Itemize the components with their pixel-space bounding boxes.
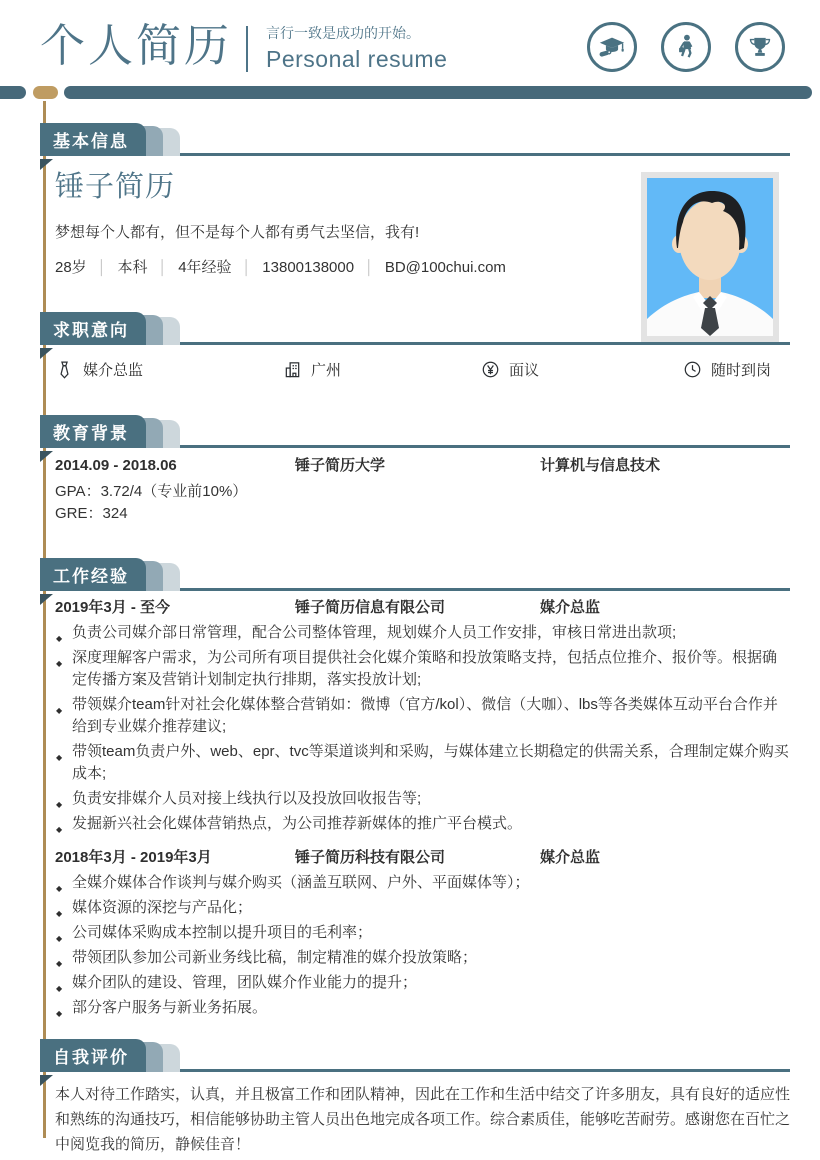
trophy-icon xyxy=(735,22,785,72)
intent-label: 广州 xyxy=(311,361,342,379)
section-title-tab: 工作经验 xyxy=(40,558,146,591)
intent-label: 面议 xyxy=(509,361,540,379)
profile-photo xyxy=(641,172,779,342)
education-major: 计算机与信息技术 xyxy=(540,457,661,474)
tie-icon xyxy=(55,360,74,379)
job-bullet-list xyxy=(55,622,790,835)
section-header xyxy=(40,123,790,156)
job-header-row xyxy=(55,848,790,868)
person-name: 锤子简历 xyxy=(55,171,176,203)
salary-icon xyxy=(481,360,500,379)
graduation-cap-icon xyxy=(587,22,637,72)
tab-fold xyxy=(40,348,53,359)
building-icon xyxy=(283,360,302,379)
job-bullet-list xyxy=(55,872,790,1019)
education-gpa: GPA：3.72/4（专业前10%） xyxy=(55,483,248,500)
section-title-tab: 自我评价 xyxy=(40,1039,146,1072)
meta-degree: │ 本科 xyxy=(87,257,148,278)
header-icon-group xyxy=(587,20,785,72)
businessman-icon xyxy=(661,22,711,72)
job-bullet: ◆ 发掘新兴社会化媒体营销热点，为公司推荐新媒体的推广平台模式。 xyxy=(55,813,790,835)
education-period: 2014.09 - 2018.06 xyxy=(55,457,177,474)
section-title-tab: 求职意向 xyxy=(40,312,146,345)
bar-segment-teal-small xyxy=(0,86,26,99)
meta-email: │ BD@100chui.com xyxy=(354,257,506,278)
intent-row xyxy=(55,357,790,381)
decorative-bar xyxy=(0,86,820,99)
job-bullet: ◆ 部分客户服务与新业务拓展。 xyxy=(55,997,790,1019)
education-gre: GRE：324 xyxy=(55,505,128,522)
section-title-tab: 教育背景 xyxy=(40,415,146,448)
job-bullet: ◆ 带领team负责户外、web、epr、tvc等渠道谈判和采购，与媒体建立长期稳定的供需关系，合理制定媒介购买成本; xyxy=(55,741,790,785)
job-bullet: ◆ 负责公司媒介部日常管理，配合公司整体管理，规划媒介人员工作安排，审核日常进出款项; xyxy=(55,622,790,644)
subtitle-text: Personal resume xyxy=(266,46,448,72)
tab-fold xyxy=(40,451,53,462)
education-row xyxy=(55,456,790,476)
job-period: 2019年3月 - 至今 xyxy=(55,599,171,616)
job-bullet: ◆ 媒体资源的深挖与产品化； xyxy=(55,897,790,919)
clock-icon xyxy=(683,360,702,379)
meta-experience: │ 4年经验 xyxy=(147,257,231,278)
bar-segment-teal-long xyxy=(64,86,812,99)
section-education xyxy=(40,415,790,524)
meta-age: 28岁 xyxy=(55,259,87,276)
job-period: 2018年3月 - 2019年3月 xyxy=(55,849,212,866)
tab-fold xyxy=(40,594,53,605)
intent-salary xyxy=(481,359,683,380)
page-header xyxy=(0,0,820,73)
tab-fold xyxy=(40,159,53,170)
education-school: 锤子简历大学 xyxy=(295,457,386,474)
job-company: 锤子简历信息有限公司 xyxy=(295,599,446,616)
section-self-evaluation xyxy=(40,1039,790,1157)
section-header xyxy=(40,415,790,448)
job-bullet: ◆ 公司媒体采购成本控制以提升项目的毛利率； xyxy=(55,922,790,944)
intent-label: 随时到岗 xyxy=(711,361,772,379)
title-subtitle-block xyxy=(266,20,447,73)
personal-motto: 梦想每个人都有，但不是每个人都有勇气去坚信，我有! xyxy=(55,224,420,241)
job-bullet: ◆ 全媒介媒体合作谈判与媒介购买（涵盖互联网、户外、平面媒体等）； xyxy=(55,872,790,894)
section-header xyxy=(40,558,790,591)
page-title: 个人简历 xyxy=(40,20,233,71)
job-bullet: ◆ 媒介团队的建设、管理，团队媒介作业能力的提升； xyxy=(55,972,790,994)
section-title-tab: 基本信息 xyxy=(40,123,146,156)
job-role: 媒介总监 xyxy=(540,849,601,866)
intent-position xyxy=(55,359,283,380)
title-divider xyxy=(246,26,248,72)
job-bullet: ◆ 带领团队参加公司新业务线比稿，制定精准的媒介投放策略； xyxy=(55,947,790,969)
job-role: 媒介总监 xyxy=(540,599,601,616)
self-evaluation-text: 本人对待工作踏实，认真，并且极富工作和团队精神，因此在工作和生活中结交了许多朋友，具有良好的适应性和熟练的沟通技巧，相信能够协助主管人员出色地完成各项工作。综合素质佳，能够吃苦耐劳。感谢您在百忙之中阅览我的简历，静候佳音！ xyxy=(55,1086,791,1153)
intent-city xyxy=(283,359,481,380)
section-work-experience xyxy=(40,558,790,1019)
intent-availability xyxy=(683,359,771,380)
job-bullet: ◆ 深度理解客户需求，为公司所有项目提供社会化媒介策略和投放策略支持，包括点位推介、报价等。根据确定传播方案及营销计划制定执行排期，落实投放计划; xyxy=(55,647,790,691)
slogan-text: 言行一致是成功的开始。 xyxy=(266,25,421,41)
section-header xyxy=(40,1039,790,1072)
bar-segment-gold xyxy=(33,86,58,99)
meta-phone: │ 13800138000 xyxy=(232,257,355,278)
job-header-row xyxy=(55,598,790,618)
tab-fold xyxy=(40,1075,53,1086)
job-bullet: ◆ 负责安排媒介人员对接上线执行以及投放回收报告等; xyxy=(55,788,790,810)
intent-label: 媒介总监 xyxy=(83,361,144,379)
job-bullet: ◆ 带领媒介team针对社会化媒体整合营销如：微博（官方/kol）、微信（大咖）、lbs等各类媒体互动平台合作并给到专业媒介推荐建议; xyxy=(55,694,790,738)
job-company: 锤子简历科技有限公司 xyxy=(295,849,446,866)
